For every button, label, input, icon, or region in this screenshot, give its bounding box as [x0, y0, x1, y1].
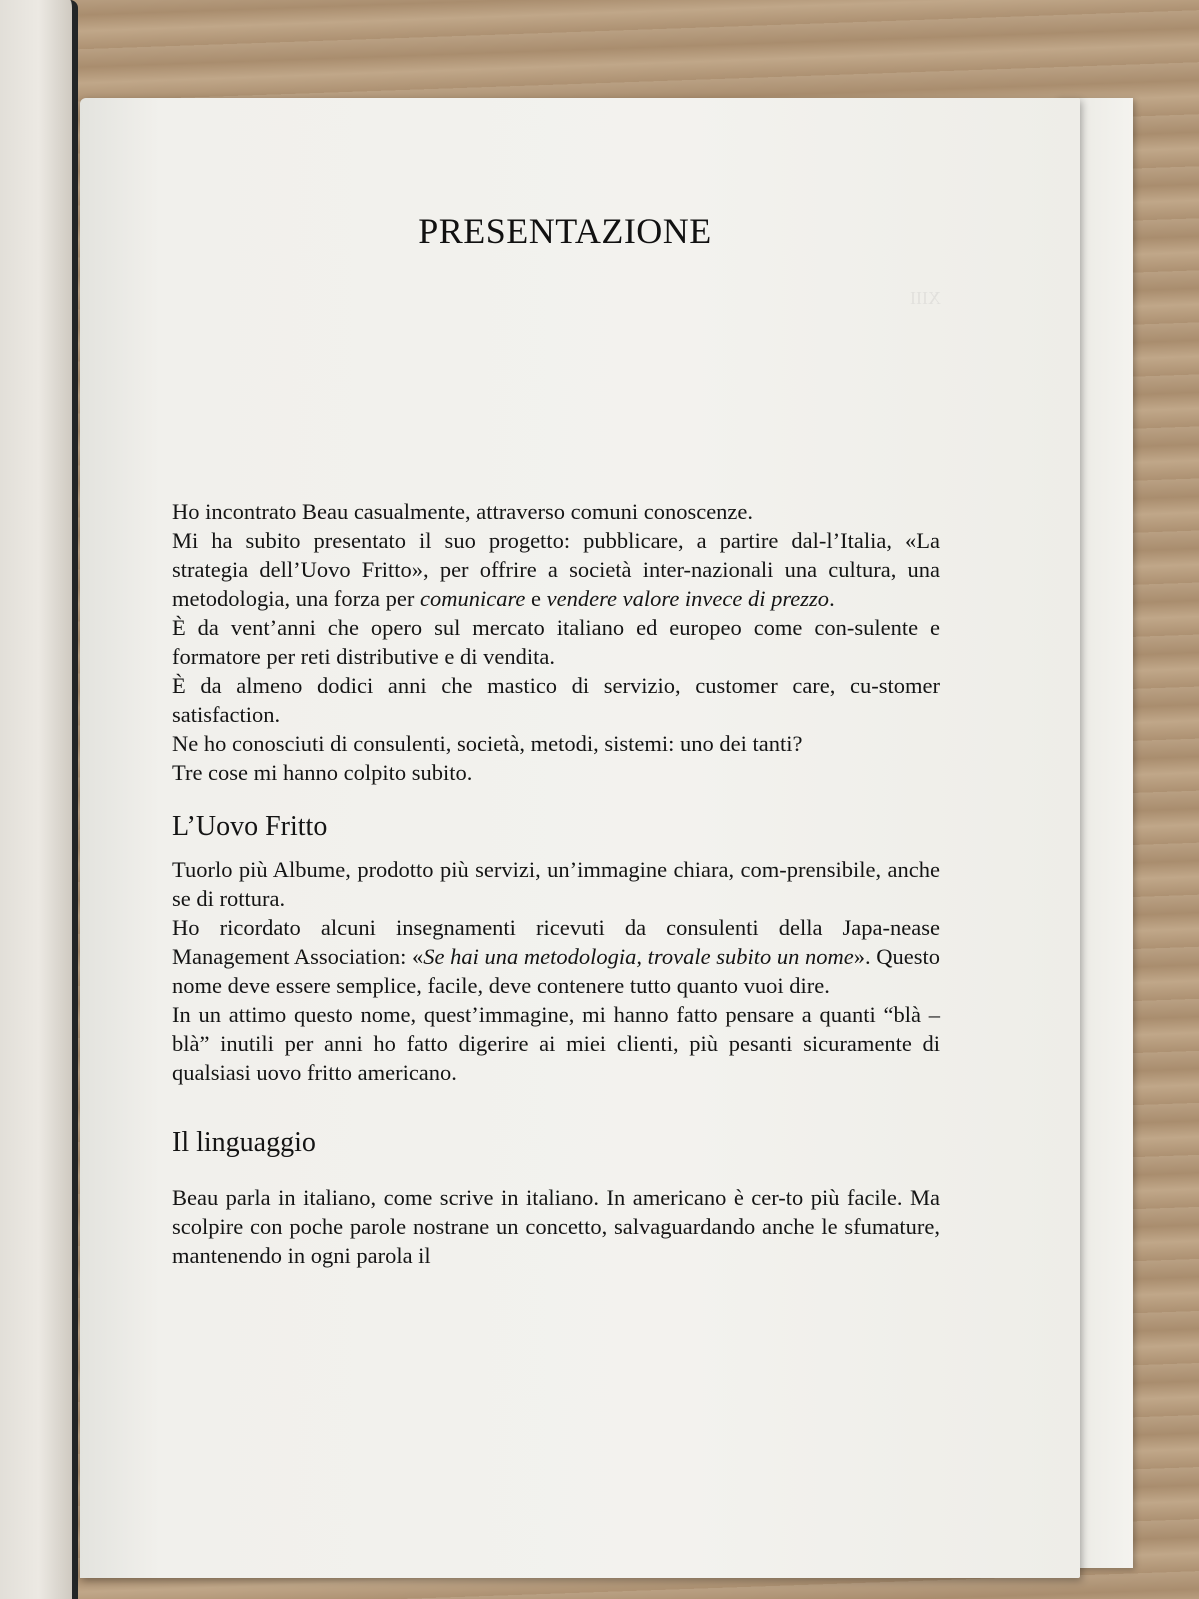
paragraph: È da vent’anni che opero sul mercato italiano ed europeo come con-sulente e formatore per reti distributive e di vendita. [172, 615, 940, 669]
page-body [172, 497, 940, 1270]
section-heading-linguaggio: Il linguaggio [172, 1127, 316, 1158]
paragraph: In un attimo questo nome, quest’immagine, mi hanno fatto pensare a quanti “blà – blà” inutili per anni ho fatto digerire ai miei clienti, più pesanti sicuramente di qualsiasi uovo fritto americano. [172, 1002, 940, 1085]
bleed-through-text: XIII [910, 288, 941, 308]
paragraph: Ho incontrato Beau casualmente, attraverso comuni conoscenze. [172, 499, 754, 524]
page-title: PRESENTAZIONE [418, 211, 712, 251]
section-heading-uovo-fritto: L’Uovo Fritto [172, 811, 328, 842]
paragraph: Mi ha subito presentato il suo progetto: pubblicare, a partire dal-l’Italia, «La strategia dell’Uovo Fritto», per offrire a società inter-nazionali una cultura, una metodologia, una forza per comunicare e vendere valore invece di prezzo. [172, 528, 940, 611]
paragraph: Tre cose mi hanno colpito subito. [172, 760, 473, 785]
paragraph: Ho ricordato alcuni insegnamenti ricevuti da consulenti della Japa-nease Management Association: «Se hai una metodologia, trovale subito un nome». Questo nome deve essere semplice, facile, deve contenere tutto quanto vuoi dire. [172, 915, 941, 998]
paragraph: È da almeno dodici anni che mastico di servizio, customer care, cu-stomer satisfaction. [172, 673, 940, 727]
paragraph: Ne ho conosciuti di consulenti, società, metodi, sistemi: uno dei tanti? [172, 731, 803, 756]
paragraph: Tuorlo più Albume, prodotto più servizi, un’immagine chiara, com-prensibile, anche se di rottura. [172, 857, 940, 911]
paragraph: Beau parla in italiano, come scrive in italiano. In americano è cer-to più facile. Ma scolpire con poche parole nostrane un concetto, salvaguardando anche le sfumature, mantenendo in ogni parola il [172, 1185, 940, 1268]
